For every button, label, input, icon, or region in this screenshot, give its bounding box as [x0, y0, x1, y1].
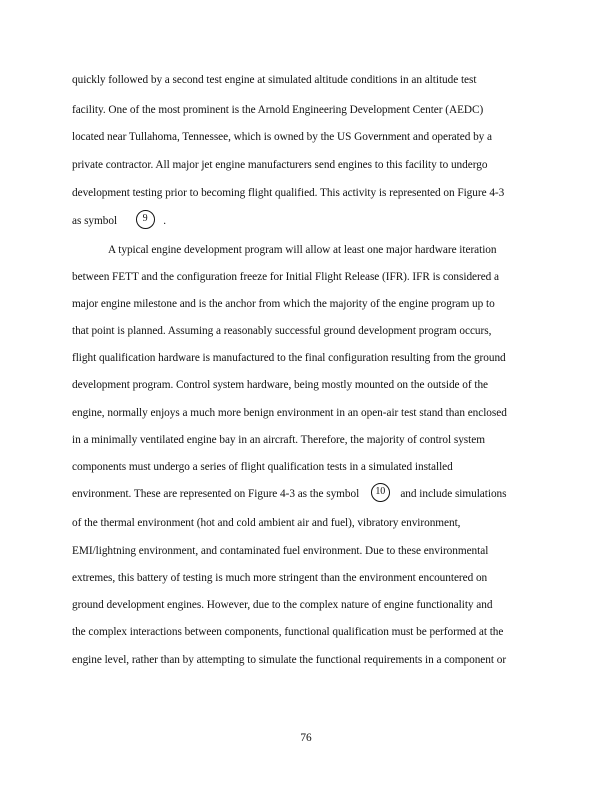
paragraph-2-line-9: components must undergo a series of flight qualification tests in a simulated installed — [72, 461, 453, 473]
paragraph-1-line-5: development testing prior to becoming flight qualified. This activity is represented on Figure 4-3 — [72, 187, 505, 199]
paragraph-2-line-7: engine, normally enjoys a much more benign environment in an open-air test stand than enclosed — [72, 407, 507, 419]
paragraph-1-line-1: quickly followed by a second test engine at simulated altitude conditions in an altitude test — [72, 74, 477, 86]
paragraph-2-line-2: between FETT and the configuration freeze for Initial Flight Release (IFR). IFR is considered a — [72, 271, 500, 283]
paragraph-2-line-14: ground development engines. However, due to the complex nature of engine functionality and — [72, 599, 493, 611]
paragraph-2-line-10-text: environment. These are represented on Figure 4-3 as the symbol — [72, 488, 360, 501]
page-number: 76 — [300, 732, 312, 744]
figure-symbol-9: 9 — [136, 210, 155, 229]
paragraph-2-line-13: extremes, this battery of testing is much more stringent than the environment encountered on — [72, 572, 488, 584]
paragraph-2-line-4: that point is planned. Assuming a reasonably successful ground development program occurs, — [72, 325, 492, 337]
paragraph-1-line-6 — [72, 214, 166, 229]
paragraph-2-line-11: of the thermal environment (hot and cold ambient air and fuel), vibratory environment, — [72, 517, 461, 529]
paragraph-2-line-12: EMI/lightning environment, and contaminated fuel environment. Due to these environmental — [72, 545, 489, 557]
paragraph-2-line-5: flight qualification hardware is manufactured to the final configuration resulting from the ground — [72, 352, 506, 364]
paragraph-1-line-2: facility. One of the most prominent is the Arnold Engineering Development Center (AEDC) — [72, 104, 484, 116]
paragraph-2-line-15: the complex interactions between components, functional qualification must be performed at the — [72, 626, 504, 638]
paragraph-2-line-16: engine level, rather than by attempting to simulate the functional requirements in a component or — [72, 654, 507, 666]
paragraph-2-line-3: major engine milestone and is the anchor from which the majority of the engine program up to — [72, 298, 495, 310]
figure-symbol-10: 10 — [371, 483, 390, 502]
paragraph-1-line-6-text: as symbol — [72, 215, 118, 228]
paragraph-2-line-10-text-after: and include simulations — [400, 488, 507, 501]
paragraph-1-line-6-period: . — [163, 215, 166, 228]
paragraph-2-line-8: in a minimally ventilated engine bay in an aircraft. Therefore, the majority of control system — [72, 434, 485, 446]
paragraph-2-line-6: development program. Control system hardware, being mostly mounted on the outside of the — [72, 379, 489, 391]
paragraph-2-line-1: A typical engine development program will allow at least one major hardware iteration — [108, 244, 497, 256]
paragraph-1-line-4: private contractor. All major jet engine manufacturers send engines to this facility to undergo — [72, 159, 488, 171]
paragraph-2-line-10 — [72, 487, 506, 502]
paragraph-1-line-3: located near Tullahoma, Tennessee, which is owned by the US Government and operated by a — [72, 131, 493, 143]
